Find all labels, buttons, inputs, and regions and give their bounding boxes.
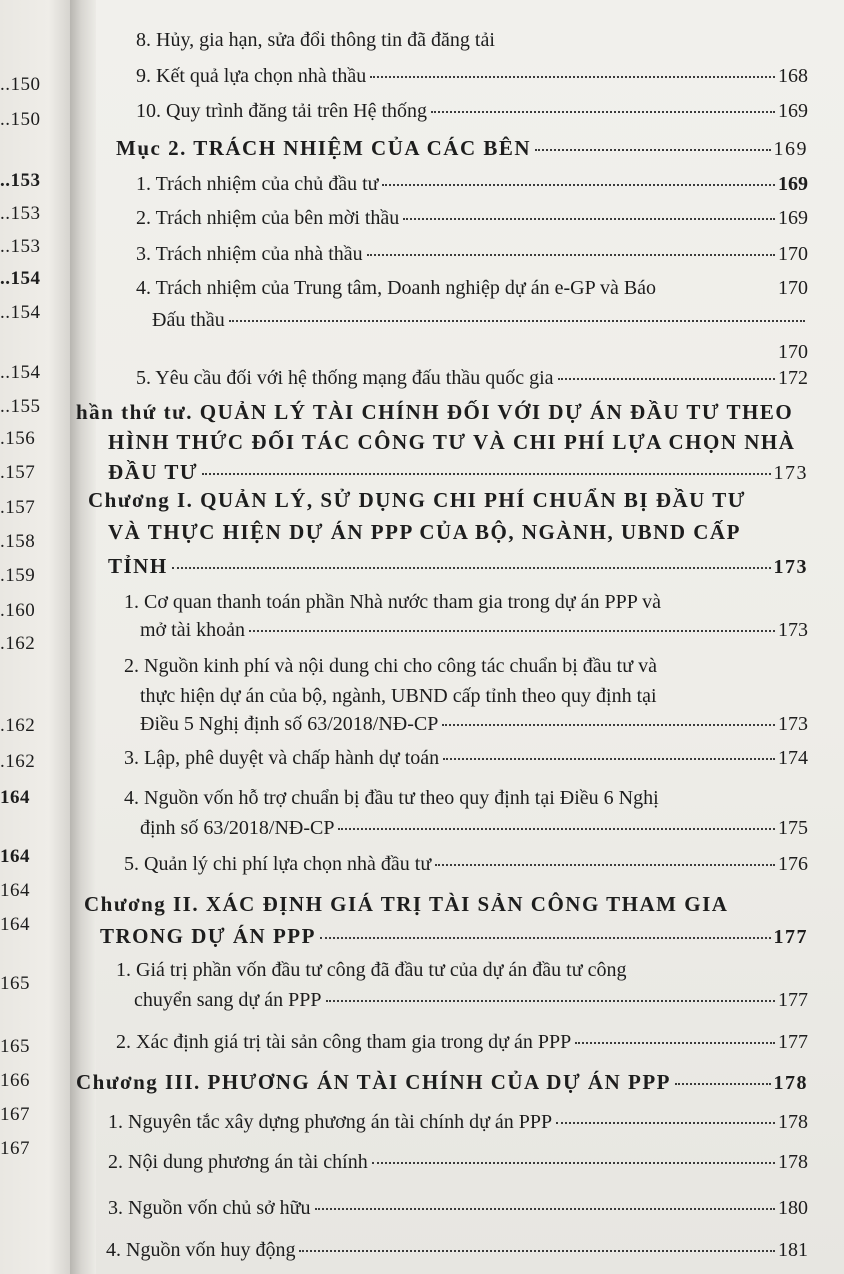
toc-entry-title: 5. Yêu cầu đối với hệ thống mạng đấu thầu quốc gia	[136, 367, 554, 389]
toc-entry-title: Chương III. PHƯƠNG ÁN TÀI CHÍNH CỦA DỰ ÁN PPP	[76, 1070, 671, 1094]
dot-leader	[372, 1162, 775, 1164]
left-page-number: 164	[0, 787, 30, 808]
dot-leader	[535, 149, 770, 151]
toc-entry	[136, 366, 808, 390]
toc-entry-title: 4. Trách nhiệm của Trung tâm, Doanh nghiệp dự án e-GP và Báo	[136, 277, 657, 299]
left-page-number: .157	[0, 497, 36, 518]
dot-leader	[575, 1042, 775, 1044]
toc-entry	[124, 746, 808, 770]
toc-page-number: 169	[778, 173, 808, 195]
toc-page-number: 173	[773, 556, 808, 578]
toc-entry-title: mở tài khoản	[140, 619, 245, 641]
toc-chapter-heading: Chương I. QUẢN LÝ, SỬ DỤNG CHI PHÍ CHUẨN BỊ ĐẦU TƯ	[88, 488, 746, 512]
toc-entry: 4. Nguồn vốn hỗ trợ chuẩn bị đầu tư theo quy định tại Điều 6 Nghị	[124, 787, 659, 809]
toc-entry-title: Điều 5 Nghị định số 63/2018/NĐ-CP	[140, 713, 439, 735]
toc-page-number: 181	[778, 1239, 808, 1261]
dot-leader	[370, 76, 775, 78]
toc-page-number: 177	[778, 1031, 808, 1053]
toc-entry	[124, 852, 808, 876]
toc-chapter-heading-line	[100, 924, 808, 949]
left-page-number: ..150	[0, 74, 41, 95]
left-page-number: .159	[0, 565, 36, 586]
toc-entry	[136, 99, 808, 123]
left-page-number: ..154	[0, 362, 41, 383]
left-page-number: ..153	[0, 236, 41, 257]
toc-entry	[136, 172, 808, 196]
toc-page-number: 170	[778, 341, 808, 363]
left-page-number: 164	[0, 880, 30, 901]
left-page-number: 167	[0, 1104, 30, 1125]
dot-leader	[558, 378, 775, 380]
left-page-number: 165	[0, 973, 30, 994]
toc-entry-title: 1. Nguyên tắc xây dựng phương án tài chính dự án PPP	[108, 1111, 553, 1133]
dot-leader	[556, 1122, 775, 1124]
dot-leader	[326, 1000, 776, 1002]
left-page-number: .160	[0, 600, 36, 621]
toc-page-number: 178	[778, 1151, 808, 1173]
dot-leader	[172, 567, 771, 569]
dot-leader	[249, 630, 775, 632]
toc-entry-title: 8. Hủy, gia hạn, sửa đổi thông tin đã đăng tải	[136, 29, 495, 51]
toc-chapter-heading	[76, 1070, 808, 1095]
toc-page-number: 173	[773, 462, 808, 484]
left-page-number: ..154	[0, 302, 41, 323]
toc-entry-title: 10. Quy trình đăng tải trên Hệ thống	[136, 100, 428, 122]
toc-entry	[136, 276, 808, 300]
left-page-number: ..155	[0, 396, 41, 417]
toc-entry-title: 3. Trách nhiệm của nhà thầu	[136, 243, 363, 265]
left-page-number: ..153	[0, 170, 41, 191]
toc-entry-title: 3. Nguồn vốn chủ sở hữu	[108, 1197, 311, 1219]
toc-page-number: 174	[778, 747, 808, 769]
toc-section-heading	[116, 136, 808, 161]
left-page-number: 164	[0, 846, 30, 867]
toc-entry	[136, 64, 808, 88]
left-page-number: 167	[0, 1138, 30, 1159]
toc-entry	[136, 28, 566, 52]
left-page-number: 165	[0, 1036, 30, 1057]
dot-leader	[435, 864, 775, 866]
toc-entry: 1. Cơ quan thanh toán phần Nhà nước tham gia trong dự án PPP và	[124, 591, 662, 613]
toc-entry-title: 5. Quản lý chi phí lựa chọn nhà đầu tư	[124, 853, 432, 875]
toc-page-number: 178	[773, 1072, 808, 1094]
toc-entry-title: 9. Kết quả lựa chọn nhà thầu	[136, 65, 367, 87]
toc-entry-title: Mục 2. TRÁCH NHIỆM CỦA CÁC BÊN	[116, 136, 532, 160]
toc-entry-title: ĐẦU TƯ	[108, 460, 199, 484]
toc-page-number: 170	[778, 277, 808, 299]
dot-leader	[442, 724, 775, 726]
toc-entry: 1. Giá trị phần vốn đầu tư công đã đầu tư của dự án đầu tư công	[116, 959, 627, 981]
toc-entry-title: 2. Trách nhiệm của bên mời thầu	[136, 207, 400, 229]
toc-entry-title: Đấu thầu	[152, 309, 225, 331]
toc-entry	[108, 1110, 808, 1134]
toc-entry-continuation: thực hiện dự án của bộ, ngành, UBND cấp tỉnh theo quy định tại	[140, 685, 657, 707]
toc-entry	[116, 1030, 808, 1054]
toc-entry-title: 3. Lập, phê duyệt và chấp hành dự toán	[124, 747, 440, 769]
toc-entry	[108, 1150, 808, 1174]
left-page-number: ..154	[0, 268, 41, 289]
toc-page-number: 169	[773, 138, 808, 160]
left-page-number: .162	[0, 715, 36, 736]
toc-chapter-heading: Chương II. XÁC ĐỊNH GIÁ TRỊ TÀI SẢN CÔNG THAM GIA	[84, 892, 729, 916]
toc-chapter-heading-line: VÀ THỰC HIỆN DỰ ÁN PPP CỦA BỘ, NGÀNH, UBND CẤP	[108, 520, 741, 544]
toc-entry-continuation	[140, 816, 808, 840]
toc-page-number: 178	[778, 1111, 808, 1133]
left-page-number: ..150	[0, 109, 41, 130]
toc-page-number: 177	[773, 926, 808, 948]
dot-leader	[367, 254, 775, 256]
toc-page-number: 176	[778, 853, 808, 875]
left-page-number: .162	[0, 633, 36, 654]
toc-part-heading-line	[108, 460, 808, 485]
toc-page-number: 169	[778, 207, 808, 229]
left-page-number: ..153	[0, 203, 41, 224]
toc-part-heading: hần thứ tư. QUẢN LÝ TÀI CHÍNH ĐỐI VỚI DỰ ÁN ĐẦU TƯ THEO	[76, 400, 794, 424]
toc-entry-continuation	[140, 712, 808, 736]
toc-page-number: 173	[778, 619, 808, 641]
toc-page-number: 168	[778, 65, 808, 87]
toc-entry	[136, 206, 808, 230]
toc-entry-title: 4. Nguồn vốn huy động	[106, 1239, 296, 1261]
toc-entry-title: 2. Xác định giá trị tài sản công tham gia trong dự án PPP	[116, 1031, 572, 1053]
dot-leader	[315, 1208, 775, 1210]
toc-entry-page-line	[136, 340, 808, 364]
toc-entry	[106, 1238, 808, 1262]
toc-page-number: 175	[778, 817, 808, 839]
left-page-number: .162	[0, 751, 36, 772]
left-page-number: .158	[0, 531, 36, 552]
toc-entry-continuation	[152, 308, 808, 332]
left-page-number: .157	[0, 462, 36, 483]
toc-chapter-heading-line	[108, 554, 808, 579]
toc-entry-title: định số 63/2018/NĐ-CP	[140, 817, 335, 839]
toc-page-number: 169	[778, 100, 808, 122]
toc-entry-title: 1. Trách nhiệm của chủ đầu tư	[136, 173, 379, 195]
left-page-number: .156	[0, 428, 36, 449]
toc-page-number: 180	[778, 1197, 808, 1219]
left-page-number: 164	[0, 914, 30, 935]
toc-entry-continuation	[134, 988, 808, 1012]
toc-page-number: 170	[778, 243, 808, 265]
toc-entry	[108, 1196, 808, 1220]
dot-leader	[382, 184, 775, 186]
dot-leader	[675, 1083, 771, 1085]
toc-entry-title: TRONG DỰ ÁN PPP	[100, 924, 316, 948]
dot-leader	[320, 937, 771, 939]
toc-entry-continuation	[140, 618, 808, 642]
toc-entry: 2. Nguồn kinh phí và nội dung chi cho công tác chuẩn bị đầu tư và	[124, 655, 657, 677]
dot-leader	[403, 218, 775, 220]
dot-leader	[338, 828, 775, 830]
left-page-number: 166	[0, 1070, 30, 1091]
toc-page-number: 172	[778, 367, 808, 389]
toc-entry-title: chuyển sang dự án PPP	[134, 989, 322, 1011]
dot-leader	[229, 320, 805, 322]
toc-part-heading-line: HÌNH THỨC ĐỐI TÁC CÔNG TƯ VÀ CHI PHÍ LỰA CHỌN NHÀ	[108, 430, 796, 454]
toc-entry	[136, 242, 808, 266]
toc-page-number: 173	[778, 713, 808, 735]
toc-page-number: 177	[778, 989, 808, 1011]
toc-entry-title: 2. Nội dung phương án tài chính	[108, 1151, 368, 1173]
dot-leader	[299, 1250, 775, 1252]
toc-entry-title: TỈNH	[108, 554, 168, 578]
dot-leader	[431, 111, 775, 113]
dot-leader	[443, 758, 775, 760]
dot-leader	[202, 473, 770, 475]
